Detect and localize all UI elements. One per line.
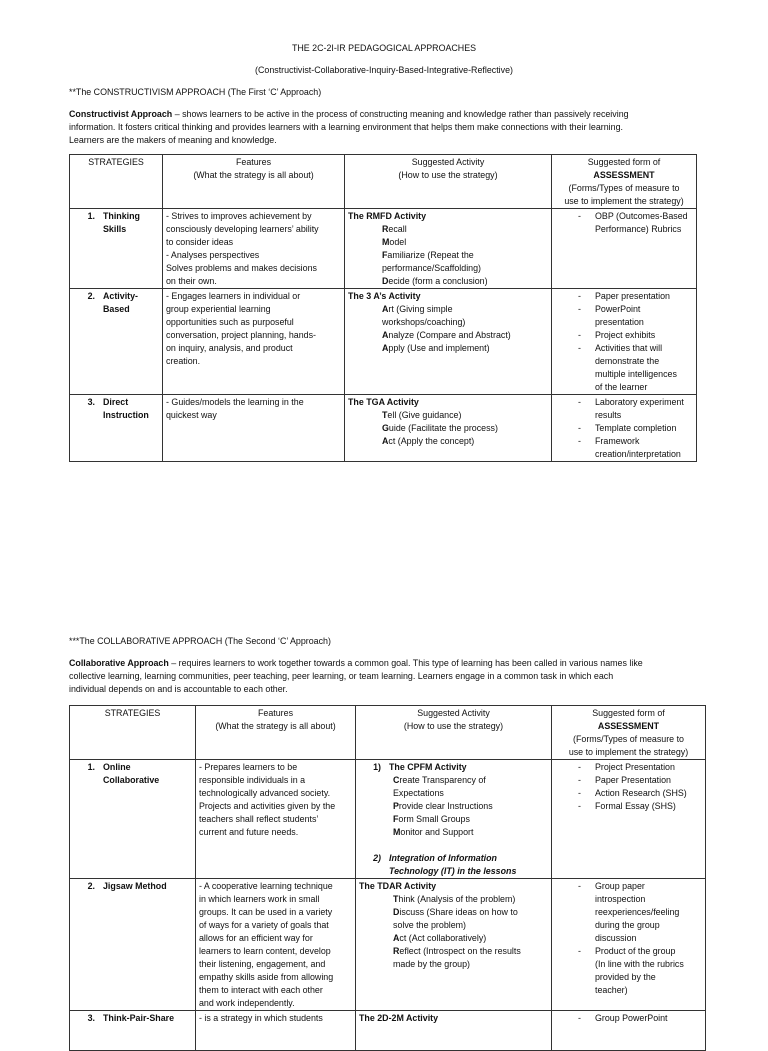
features-cell: - is a strategy in which students: [196, 1011, 356, 1051]
features-cell: - Guides/models the learning in the quickest way: [163, 395, 345, 462]
assessment-cell: - Laboratory experiment results - Template completion - Framework creation/interpretation: [552, 395, 697, 462]
table-row: [70, 1011, 706, 1051]
section2-intro-term: Collaborative Approach: [69, 658, 169, 668]
header-activity: Suggested Activity (How to use the strategy): [345, 155, 552, 209]
document-subtitle: (Constructivist-Collaborative-Inquiry-Based-Integrative-Reflective): [255, 65, 513, 75]
table-row: [70, 879, 706, 1011]
constructivism-table: [69, 154, 697, 462]
header-features: Features (What the strategy is all about): [163, 155, 345, 209]
section1-intro-line: information. It fosters critical thinking and provides learners with a learning environment that helps them make connections with their learning.: [69, 122, 623, 132]
strategy-cell: 2. Activity- Based: [70, 289, 163, 395]
table-row: [70, 395, 697, 462]
assessment-cell: - OBP (Outcomes-Based Performance) Rubrics: [552, 209, 697, 289]
section2-intro-line: collective learning, learning communities, peer teaching, peer learning, or team learning. Learners engage in a common task in which each: [69, 671, 614, 681]
activity-cell: The RMFD Activity Recall Model Familiarize (Repeat the performance/Scaffolding) Decide (form a conclusion): [345, 209, 552, 289]
strategy-cell: 1. Online Collaborative: [70, 760, 196, 879]
strategy-cell: 3. Think-Pair-Share: [70, 1011, 196, 1051]
header-assessment: Suggested form of ASSESSMENT (Forms/Types of measure to use to implement the strategy): [552, 706, 706, 760]
assessment-cell: - Paper presentation - PowerPoint presentation - Project exhibits - Activities that will demonstrate the multiple intelligences of the learner: [552, 289, 697, 395]
section2-heading: ***The COLLABORATIVE APPROACH (The Second ‘C’ Approach): [69, 636, 331, 646]
section1-intro-line: – shows learners to be active in the process of constructing meaning and knowledge rather than passively receiving: [172, 109, 629, 119]
section2-intro: [69, 657, 759, 696]
header-features: Features (What the strategy is all about): [196, 706, 356, 760]
activity-cell: The TGA Activity Tell (Give guidance) Guide (Facilitate the process) Act (Apply the concept): [345, 395, 552, 462]
header-strategies: STRATEGIES: [70, 706, 196, 760]
section1-intro-term: Constructivist Approach: [69, 109, 173, 119]
section1-intro-line: Learners are the makers of meaning and knowledge.: [69, 135, 277, 145]
assessment-cell: - Project Presentation - Paper Presentation - Action Research (SHS) - Formal Essay (SHS): [552, 760, 706, 879]
activity-cell: The 2D-2M Activity: [356, 1011, 552, 1051]
strategy-cell: 1. Thinking Skills: [70, 209, 163, 289]
header-activity: Suggested Activity (How to use the strategy): [356, 706, 552, 760]
features-cell: - Strives to improves achievement by consciously developing learners’ ability to consider ideas - Analyses perspectives Solves problems and makes decisions on their own.: [163, 209, 345, 289]
section1-heading: **The CONSTRUCTIVISM APPROACH (The First ‘C’ Approach): [69, 87, 322, 97]
section2-intro-line: individual depends on and is accountable to each other.: [69, 684, 288, 694]
section1-intro: [69, 108, 749, 147]
section2-intro-line: – requires learners to work together towards a common goal. This type of learning has been called in various names like: [168, 658, 643, 668]
table-row: [70, 289, 697, 395]
header-strategies: STRATEGIES: [70, 155, 163, 209]
activity-cell: The TDAR Activity Think (Analysis of the problem) Discuss (Share ideas on how to solve the problem) Act (Act collaboratively) Reflect (Introspect on the results made by the group): [356, 879, 552, 1011]
table-row: [70, 760, 706, 879]
table-header-row: [70, 706, 706, 760]
strategy-cell: 2. Jigsaw Method: [70, 879, 196, 1011]
header-assessment: Suggested form of ASSESSMENT (Forms/Types of measure to use to implement the strategy): [552, 155, 697, 209]
table-row: [70, 209, 697, 289]
assessment-cell: - Group paper introspection reexperiences/feeling during the group discussion - Product of the group (In line with the rubrics provided by the teacher): [552, 879, 706, 1011]
activity-cell: 1) The CPFM Activity Create Transparency of Expectations Provide clear Instructions Form Small Groups Monitor and Support 2) Integration of Information Technology (IT) in the lessons: [356, 760, 552, 879]
features-cell: - A cooperative learning technique in which learners work in small groups. It can be used in a variety of ways for a variety of goals that allows for an efficient way for learners to learn content, develop their listening, engagement, and empathy skills aside from allowing them to interact with each other and work independently.: [196, 879, 356, 1011]
features-cell: - Engages learners in individual or group experiential learning opportunities such as purposeful conversation, project planning, hands- on inquiry, analysis, and product creation.: [163, 289, 345, 395]
assessment-cell: - Group PowerPoint: [552, 1011, 706, 1051]
document-title: THE 2C-2I-IR PEDAGOGICAL APPROACHES: [291, 43, 477, 53]
activity-cell: The 3 A’s Activity Art (Giving simple workshops/coaching) Analyze (Compare and Abstract) Apply (Use and implement): [345, 289, 552, 395]
collaborative-table: [69, 705, 706, 1051]
strategy-cell: 3. Direct Instruction: [70, 395, 163, 462]
features-cell: - Prepares learners to be responsible individuals in a technologically advanced society. Projects and activities given by the teachers shall reflect students’ current and future needs.: [196, 760, 356, 879]
table-header-row: [70, 155, 697, 209]
